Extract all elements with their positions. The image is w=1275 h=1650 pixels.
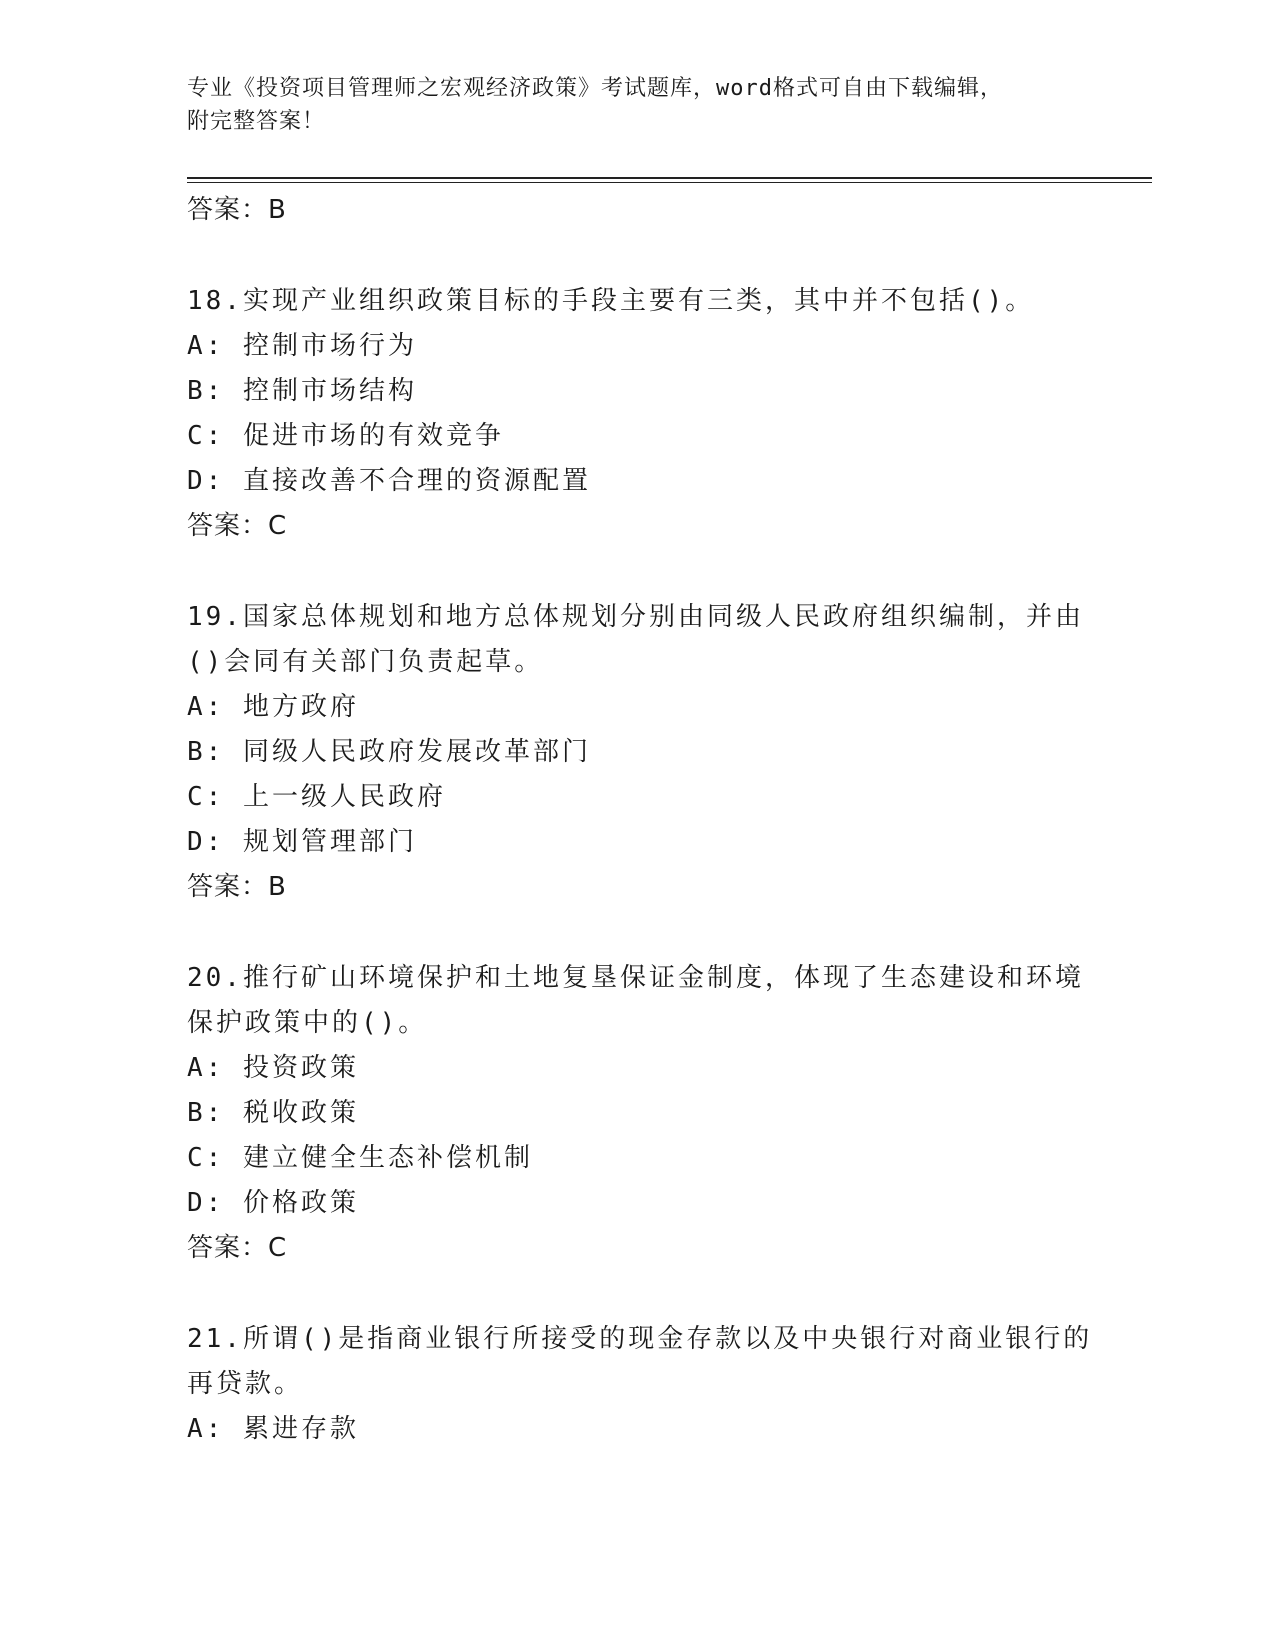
question-text: 再贷款。: [187, 1369, 304, 1399]
option-c: C: 建立健全生态补偿机制: [187, 1143, 533, 1173]
option-c: C: 上一级人民政府: [187, 782, 446, 812]
question-text: 保护政策中的()。: [187, 1008, 428, 1038]
question-text: 19.国家总体规划和地方总体规划分别由同级人民政府组织编制，并由: [187, 602, 1084, 632]
question-text: ()会同有关部门负责起草。: [187, 647, 544, 677]
question-list: [187, 188, 1093, 1452]
question-block: [187, 956, 1087, 1271]
header-divider-thin: [187, 182, 1152, 183]
option-a: A: 地方政府: [187, 692, 359, 722]
answer-label: 答案：B: [187, 195, 287, 225]
option-a: A: 控制市场行为: [187, 331, 417, 361]
question-text: 20.推行矿山环境保护和土地复垦保证金制度，体现了生态建设和环境: [187, 963, 1084, 993]
header-line-2: 附完整答案！: [187, 109, 326, 134]
option-a: A: 累进存款: [187, 1414, 359, 1444]
answer-label: 答案：C: [187, 511, 288, 541]
question-block: [187, 1317, 1093, 1452]
question-block: [187, 595, 1087, 910]
option-d: D: 价格政策: [187, 1188, 359, 1218]
option-a: A: 投资政策: [187, 1053, 359, 1083]
option-b: B: 控制市场结构: [187, 376, 417, 406]
question-text: 18.实现产业组织政策目标的手段主要有三类，其中并不包括()。: [187, 286, 1035, 316]
option-b: B: 同级人民政府发展改革部门: [187, 737, 591, 767]
header-divider-thick: [187, 177, 1152, 179]
option-c: C: 促进市场的有效竞争: [187, 421, 504, 451]
header-line-1: 专业《投资项目管理师之宏观经济政策》考试题库，word格式可自由下载编辑，: [187, 76, 1003, 101]
answer-label: 答案：B: [187, 872, 287, 902]
question-block: [187, 279, 1087, 549]
answer-label: 答案：C: [187, 1233, 288, 1263]
option-b: B: 税收政策: [187, 1098, 359, 1128]
question-text: 21.所谓()是指商业银行所接受的现金存款以及中央银行对商业银行的: [187, 1324, 1093, 1354]
option-d: D: 规划管理部门: [187, 827, 417, 857]
option-d: D: 直接改善不合理的资源配置: [187, 466, 591, 496]
document-header: [187, 72, 1087, 138]
